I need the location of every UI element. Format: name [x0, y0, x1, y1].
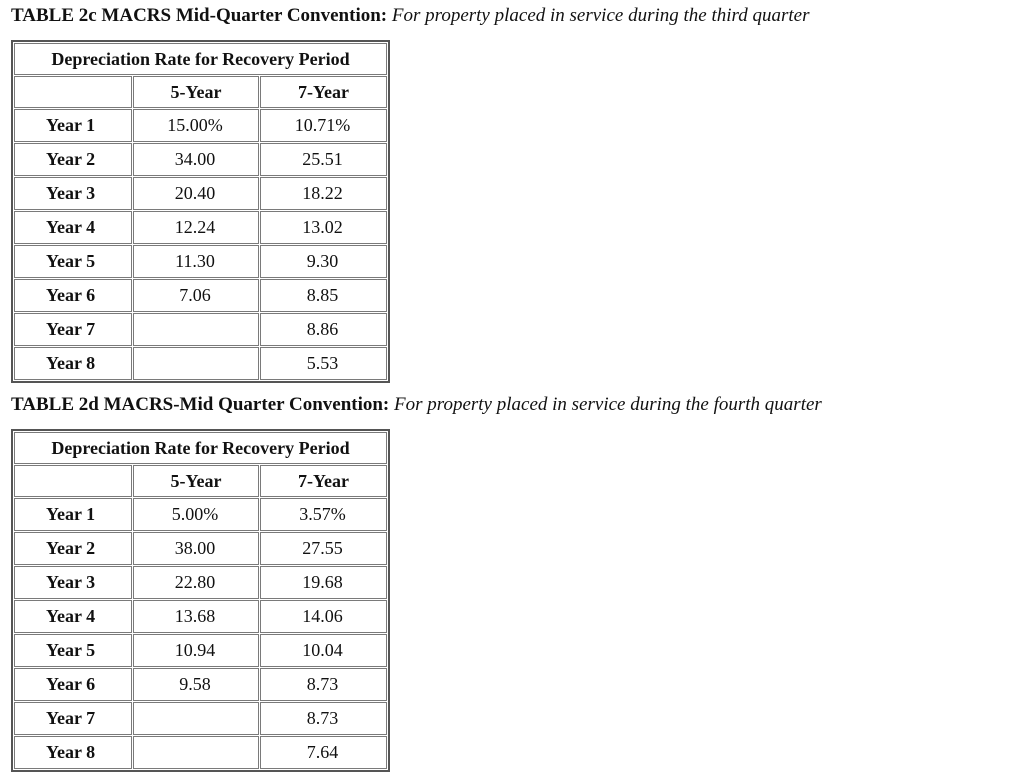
table-2c-title-row	[14, 43, 387, 75]
table-2c-rate-5-year: 34.00	[133, 143, 259, 176]
table-2d-row-label: Year 1	[14, 498, 132, 531]
table-2c	[11, 40, 390, 383]
table-2d-row	[14, 566, 387, 599]
table-2d-rate-7-year: 8.73	[260, 668, 387, 701]
table-2c-row-label: Year 7	[14, 313, 132, 346]
table-2c-row	[14, 177, 387, 210]
table-2c-header: Depreciation Rate for Recovery Period	[14, 43, 387, 75]
table-2c-row	[14, 245, 387, 278]
table-2d-header: Depreciation Rate for Recovery Period	[14, 432, 387, 464]
table-2d-rate-5-year: 22.80	[133, 566, 259, 599]
table-2d-row	[14, 736, 387, 769]
table-2d-rate-5-year: 9.58	[133, 668, 259, 701]
table-2d-rate-5-year: 5.00%	[133, 498, 259, 531]
table-2c-col-5-year: 5-Year	[133, 76, 259, 108]
table-2c-caption-title: TABLE 2c MACRS Mid-Quarter Convention:	[11, 5, 388, 26]
table-2c-col-7-year: 7-Year	[260, 76, 387, 108]
table-2c-rate-7-year: 9.30	[260, 245, 387, 278]
table-2d-rate-7-year: 3.57%	[260, 498, 387, 531]
table-2d-caption-title: TABLE 2d MACRS-Mid Quarter Convention:	[11, 394, 390, 415]
table-2c-row	[14, 211, 387, 244]
table-2d-caption-description: For property placed in service during the fourth quarter	[394, 394, 822, 415]
table-2c-caption	[11, 5, 809, 27]
table-2c-row-label: Year 8	[14, 347, 132, 380]
table-2c-rate-7-year: 8.85	[260, 279, 387, 312]
table-2d-row	[14, 532, 387, 565]
table-2d-row	[14, 668, 387, 701]
table-2d	[11, 429, 390, 772]
table-2c-caption-description: For property placed in service during the third quarter	[391, 5, 810, 26]
table-2c-rate-5-year	[133, 313, 259, 346]
table-2d-rate-7-year: 27.55	[260, 532, 387, 565]
table-2d-row-label: Year 2	[14, 532, 132, 565]
table-2c-row	[14, 109, 387, 142]
table-2c-rate-5-year: 20.40	[133, 177, 259, 210]
table-2d-rate-7-year: 7.64	[260, 736, 387, 769]
table-2c-row	[14, 347, 387, 380]
table-2c-rate-5-year: 15.00%	[133, 109, 259, 142]
table-2d-row	[14, 498, 387, 531]
table-2d-rate-5-year: 10.94	[133, 634, 259, 667]
table-2c-row-label: Year 3	[14, 177, 132, 210]
table-2c-rate-5-year: 11.30	[133, 245, 259, 278]
table-2d-row-label: Year 6	[14, 668, 132, 701]
table-2c-row	[14, 313, 387, 346]
table-2d-col-5-year: 5-Year	[133, 465, 259, 497]
table-2d-rate-7-year: 19.68	[260, 566, 387, 599]
table-2d-rate-7-year: 10.04	[260, 634, 387, 667]
table-2c-row-label: Year 1	[14, 109, 132, 142]
table-2d-row	[14, 702, 387, 735]
table-2c-rate-5-year: 7.06	[133, 279, 259, 312]
table-2c-rate-7-year: 25.51	[260, 143, 387, 176]
table-2c-rate-5-year	[133, 347, 259, 380]
table-2c-rate-7-year: 8.86	[260, 313, 387, 346]
table-2c-header-blank	[14, 76, 132, 108]
table-2c-row-label: Year 6	[14, 279, 132, 312]
table-2c-row-label: Year 4	[14, 211, 132, 244]
table-2d-row-label: Year 4	[14, 600, 132, 633]
table-2d-title-row	[14, 432, 387, 464]
table-2c-row-label: Year 5	[14, 245, 132, 278]
table-2c-column-header-row	[14, 76, 387, 108]
table-2d-row	[14, 600, 387, 633]
table-2d-rate-5-year	[133, 736, 259, 769]
table-2d-rate-5-year: 13.68	[133, 600, 259, 633]
table-2c-row	[14, 279, 387, 312]
table-2d-header-blank	[14, 465, 132, 497]
table-2c-rate-7-year: 10.71%	[260, 109, 387, 142]
table-2d-row-label: Year 7	[14, 702, 132, 735]
table-2d-rate-7-year: 8.73	[260, 702, 387, 735]
table-2c-rate-7-year: 18.22	[260, 177, 387, 210]
table-2d-rate-5-year	[133, 702, 259, 735]
table-2c-rate-7-year: 5.53	[260, 347, 387, 380]
table-2c-rate-7-year: 13.02	[260, 211, 387, 244]
table-2d-col-7-year: 7-Year	[260, 465, 387, 497]
table-2d-rate-5-year: 38.00	[133, 532, 259, 565]
table-2d-row-label: Year 3	[14, 566, 132, 599]
table-2d-row	[14, 634, 387, 667]
table-2d-row-label: Year 8	[14, 736, 132, 769]
table-2d-rate-7-year: 14.06	[260, 600, 387, 633]
table-2d-column-header-row	[14, 465, 387, 497]
table-2d-row-label: Year 5	[14, 634, 132, 667]
table-2c-row-label: Year 2	[14, 143, 132, 176]
table-2c-row	[14, 143, 387, 176]
table-2c-rate-5-year: 12.24	[133, 211, 259, 244]
table-2d-caption	[11, 394, 822, 416]
